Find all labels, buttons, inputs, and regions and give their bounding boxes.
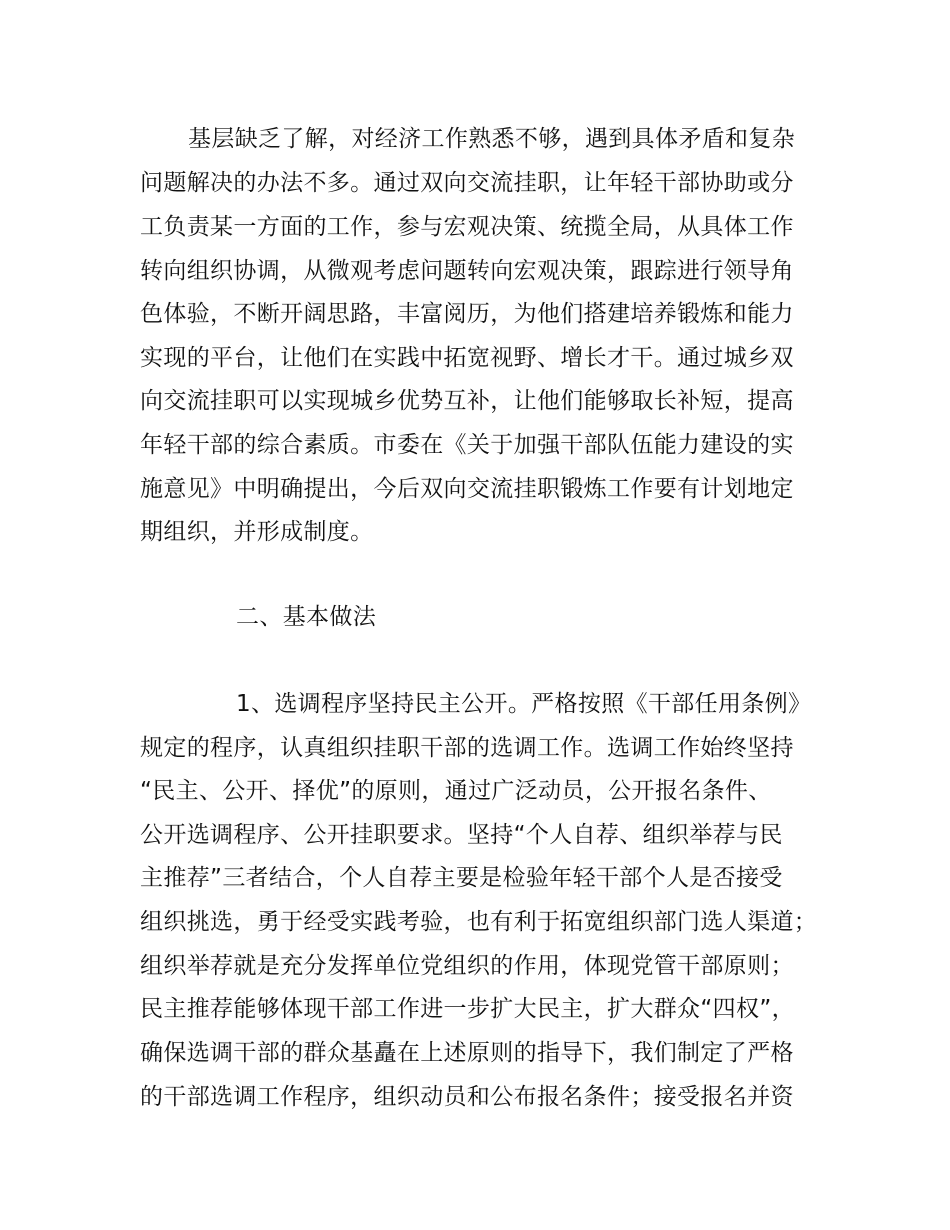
paragraph1-line-8: 年轻干部的综合素质。市委在《关于加强干部队伍能力建设的实 (140, 432, 794, 458)
paragraph1-line-6: 实现的平台，让他们在实践中拓宽视野、增长才干。通过城乡双 (140, 345, 794, 371)
paragraph2-line-6: 组织挑选，勇于经受实践考验，也有利于拓宽组织部门选人渠道； (140, 909, 818, 935)
paragraph1-line-1: 基层缺乏了解，对经济工作熟悉不够，遇到具体矛盾和复杂 (188, 126, 796, 152)
paragraph1-line-7: 向交流挂职可以实现城乡优势互补，让他们能够取长补短，提高 (140, 388, 794, 414)
paragraph1-line-5: 色体验，不断开阔思路，丰富阅历，为他们搭建培养锻炼和能力 (140, 301, 794, 327)
paragraph2-line-5: 主推荐”三者结合，个人自荐主要是检验年轻干部个人是否接受 (140, 865, 783, 891)
paragraph1-line-3: 工负责某一方面的工作，参与宏观决策、统揽全局，从具体工作 (140, 214, 794, 240)
paragraph2-line-2: 规定的程序，认真组织挂职干部的选调工作。选调工作始终坚持 (140, 735, 794, 761)
paragraph1-line-10: 期组织，并形成制度。 (140, 519, 374, 545)
paragraph2-line-10: 的干部选调工作程序，组织动员和公布报名条件；接受报名并资 (140, 1084, 794, 1110)
section-heading: 二、基本做法 (236, 604, 377, 630)
paragraph1-line-2: 问题解决的办法不多。通过双向交流挂职，让年轻干部协助或分 (140, 170, 794, 196)
paragraph2-line-7: 组织举荐就是充分发挥单位党组织的作用，体现党管干部原则； (140, 953, 794, 979)
paragraph1-line-4: 转向组织协调，从微观考虑问题转向宏观决策，跟踪进行领导角 (140, 258, 794, 284)
paragraph2-line-8: 民主推荐能够体现干部工作进一步扩大民主，扩大群众“四权”， (140, 996, 795, 1022)
paragraph2-line-3: “民主、公开、择优”的原则，通过广泛动员，公开报名条件、 (140, 778, 772, 804)
paragraph2-line-4: 公开选调程序、公开挂职要求。坚持“个人自荐、组织举荐与民 (140, 822, 783, 848)
paragraph2-line-9: 确保选调干部的群众基矗在上述原则的指导下，我们制定了严格 (140, 1040, 794, 1066)
paragraph1-line-9: 施意见》中明确提出，今后双向交流挂职锻炼工作要有计划地定 (140, 476, 794, 502)
paragraph2-line-1: 1、选调程序坚持民主公开。严格按照《干部任用条例》 (236, 691, 812, 717)
